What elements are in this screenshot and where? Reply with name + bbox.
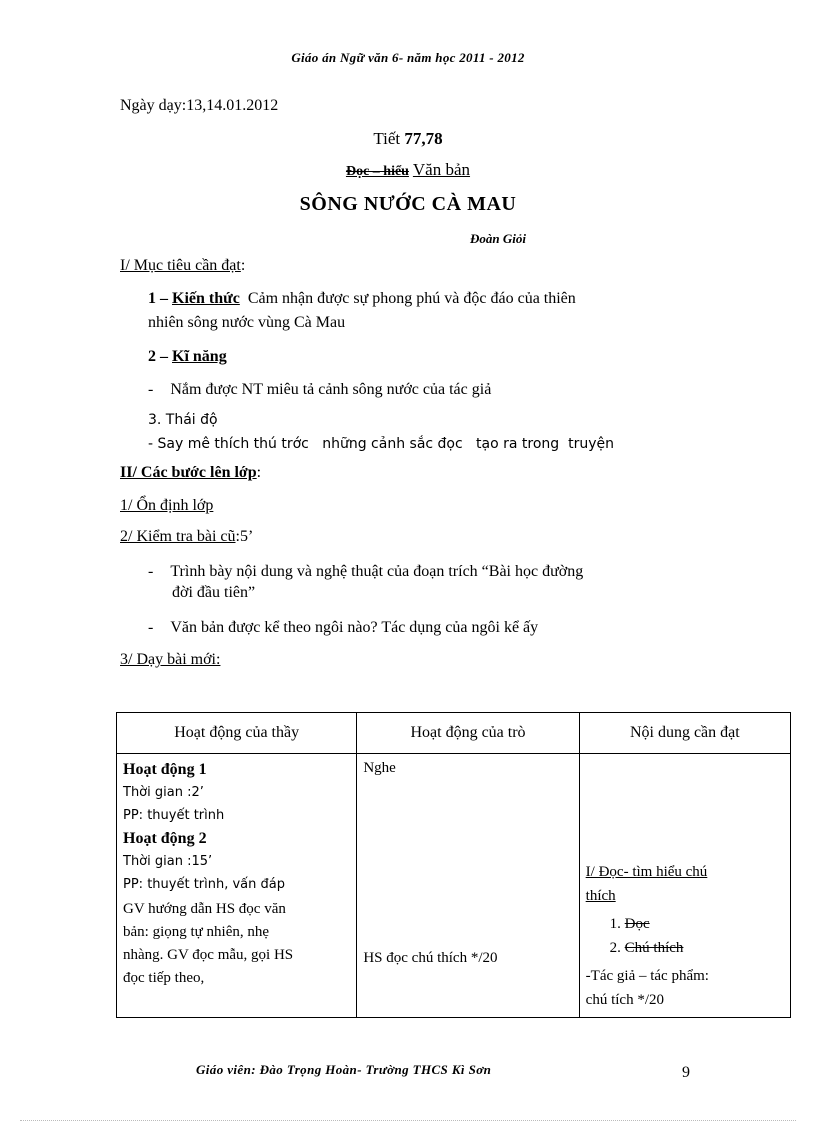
section2-heading-suffix: : [256, 464, 262, 481]
header-content: Nội dung cần đạt [579, 713, 790, 754]
lesson-number [0, 129, 816, 149]
knowledge-line [148, 290, 576, 308]
content-heading [586, 860, 708, 908]
activity-2-label: Hoạt động 2 [123, 830, 207, 847]
knowledge-num: 1 – [148, 290, 172, 307]
skill-item-text: Nắm được NT miêu tả cảnh sông nước của tác giả [170, 381, 492, 398]
item-2-text: Chú thích [624, 940, 684, 956]
teacher-text-3: nhàng. GV đọc mẫu, gọi HS [123, 947, 294, 963]
bottom-divider [20, 1120, 796, 1121]
section1-heading-suffix: : [240, 257, 246, 274]
student-read: HS đọc chú thích */20 [363, 950, 498, 966]
question-1-line2: đời đầu tiên” [172, 584, 256, 601]
author-work-2: chú tích */20 [585, 992, 664, 1008]
question-2-text: Văn bản được kể theo ngôi nào? Tác dụng của ngôi kể ấy [170, 619, 539, 636]
question-1-line1: Trình bày nội dung và nghệ thuật của đoạn trích “Bài học đường [170, 563, 584, 580]
page-title: SÔNG NƯỚC CÀ MAU [299, 193, 517, 215]
activity-1-label: Hoạt động 1 [123, 761, 207, 778]
teacher-text-2: bản: giọng tự nhiên, nhẹ [123, 924, 270, 940]
method-2: PP: thuyết trình, vấn đáp [123, 877, 285, 892]
author-work-1: -Tác giả – tác phẩm: [585, 968, 709, 984]
bullet-dash: - [148, 619, 154, 636]
author-work [586, 964, 709, 1012]
time-1: Thời gian :2’ [123, 785, 204, 800]
section1-heading-text: I/ Mục tiêu cần đạt [120, 257, 241, 274]
text-type-line [0, 160, 816, 180]
student-cell [357, 754, 579, 1018]
skill-line [148, 348, 227, 366]
attitude-text: - Say mê thích thú trớc những cảnh sắc đọc tạo ra trong truyện [148, 436, 614, 452]
time-2: Thời gian :15’ [123, 854, 213, 869]
struck-doc-hieu: Đọc – hiểu [345, 164, 409, 179]
item-1-text: Đọc [624, 916, 650, 932]
question-2 [148, 619, 538, 637]
content-list [610, 912, 684, 960]
author-name: Đoàn Giỏi [470, 231, 526, 246]
bullet-dash: - [148, 381, 154, 398]
question-1 [148, 563, 583, 581]
method-1: PP: thuyết trình [123, 808, 225, 823]
teacher-cell [117, 754, 357, 1018]
lesson-number-value: 77,78 [404, 129, 443, 148]
knowledge-text-2: nhiên sông nước vùng Cà Mau [148, 314, 346, 331]
teacher-text-4: đọc tiếp theo, [123, 970, 205, 986]
attitude-label: 3. Thái độ [148, 412, 218, 428]
van-ban-label: Văn bản [412, 160, 471, 179]
item-2-num: 2. [609, 940, 621, 956]
step2-suffix: :5’ [235, 528, 254, 545]
skill-item [148, 381, 491, 399]
content-heading-1: I/ Đọc- tìm hiểu chú [585, 864, 708, 880]
item-1-num: 1. [609, 916, 621, 932]
content-cell [579, 754, 790, 1018]
bullet-dash: - [148, 563, 154, 580]
section2-heading [120, 464, 261, 482]
list-item [610, 912, 684, 936]
content-heading-2: thích [585, 888, 616, 904]
page-footer: Giáo viên: Đào Trọng Hoàn- Trường THCS Kì Sơn [196, 1062, 492, 1077]
lesson-prefix: Tiết [373, 129, 405, 148]
knowledge-label: Kiến thức [172, 290, 240, 307]
student-listen: Nghe [363, 760, 396, 776]
table-header-row [117, 713, 791, 754]
skill-num: 2 – [148, 348, 172, 365]
list-item [610, 936, 684, 960]
step3: 3/ Dạy bài mới: [120, 651, 221, 668]
step1: 1/ Ổn định lớp [120, 497, 214, 514]
teacher-text-1: GV hướng dẫn HS đọc văn [123, 901, 286, 917]
section2-heading-text: II/ Các bước lên lớp [120, 464, 257, 481]
skill-label: Kĩ năng [172, 348, 227, 365]
knowledge-text-1: Cảm nhận được sự phong phú và độc đáo của thiên [239, 290, 576, 307]
header-student: Hoạt động của trò [357, 713, 579, 754]
section1-heading [120, 257, 245, 275]
header-teacher: Hoạt động của thầy [117, 713, 357, 754]
page-number: 9 [682, 1064, 690, 1081]
step2-label: 2/ Kiểm tra bài cũ [120, 528, 236, 545]
table-row [117, 754, 791, 1018]
lesson-table [116, 712, 791, 1018]
lesson-date: Ngày dạy:13,14.01.2012 [120, 97, 279, 114]
step2 [120, 528, 253, 546]
page-header: Giáo án Ngữ văn 6- năm học 2011 - 2012 [291, 50, 525, 65]
